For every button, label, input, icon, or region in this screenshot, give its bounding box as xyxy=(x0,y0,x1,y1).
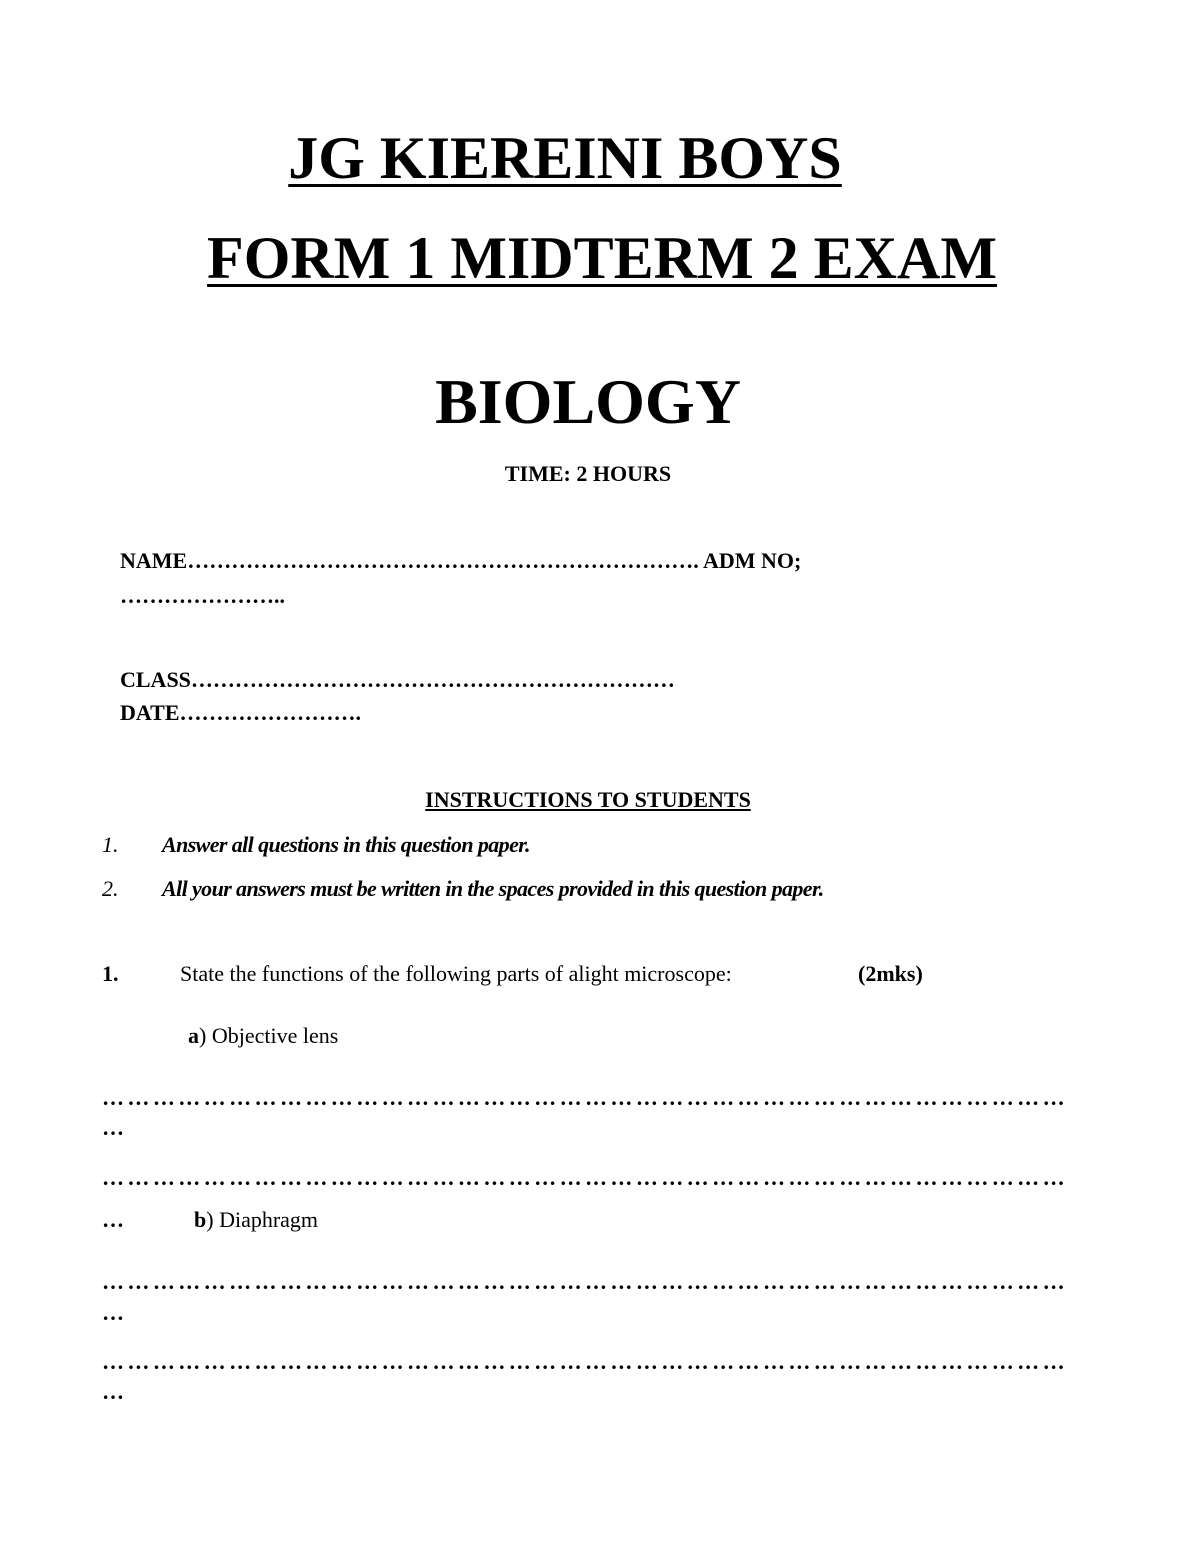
answer-line[interactable]: …………………………………………………………………………………………………… xyxy=(102,1349,1068,1374)
answer-line[interactable]: …………………………………………………………………………………………………… xyxy=(102,1165,1068,1190)
exam-title: FORM 1 MIDTERM 2 EXAM xyxy=(207,225,997,291)
answer-line[interactable]: …………………………………………………………………………………………………… xyxy=(102,1085,1068,1110)
part-b-label xyxy=(194,1206,318,1234)
class-field[interactable]: CLASS………………………………………………………… xyxy=(120,667,675,692)
part-a-letter: a xyxy=(188,1023,199,1048)
instruction-number: 2. xyxy=(102,876,119,901)
answer-line-tail: … xyxy=(102,1300,125,1325)
part-a-label xyxy=(188,1022,338,1050)
school-title: JG KIEREINI BOYS xyxy=(288,125,842,191)
instruction-text: Answer all questions in this question paper. xyxy=(162,832,530,857)
date-field[interactable]: DATE……………………. xyxy=(120,700,361,725)
name-field[interactable]: NAME……………………………………………………………. ADM NO; xyxy=(120,548,802,573)
instructions-heading: INSTRUCTIONS TO STUDENTS xyxy=(425,787,751,812)
part-b-letter: b xyxy=(194,1207,207,1232)
question-number: 1. xyxy=(102,961,119,986)
subject-title: BIOLOGY xyxy=(435,366,741,437)
answer-line-tail: … xyxy=(102,1115,125,1140)
exam-time: TIME: 2 HOURS xyxy=(504,461,672,486)
question-marks: (2mks) xyxy=(858,961,923,986)
answer-line-tail: … xyxy=(102,1379,125,1404)
part-a-text: ) Objective lens xyxy=(199,1023,339,1048)
instruction-text: All your answers must be written in the spaces provided in this question paper. xyxy=(162,876,824,901)
part-b-text: ) Diaphragm xyxy=(206,1207,319,1232)
adm-no-field[interactable]: ………………….. xyxy=(120,583,285,608)
answer-line[interactable]: …………………………………………………………………………………………………… xyxy=(102,1269,1068,1294)
question-text: State the functions of the following parts of alight microscope: xyxy=(180,961,732,986)
answer-line-tail: … xyxy=(102,1207,125,1232)
instruction-number: 1. xyxy=(102,832,119,857)
